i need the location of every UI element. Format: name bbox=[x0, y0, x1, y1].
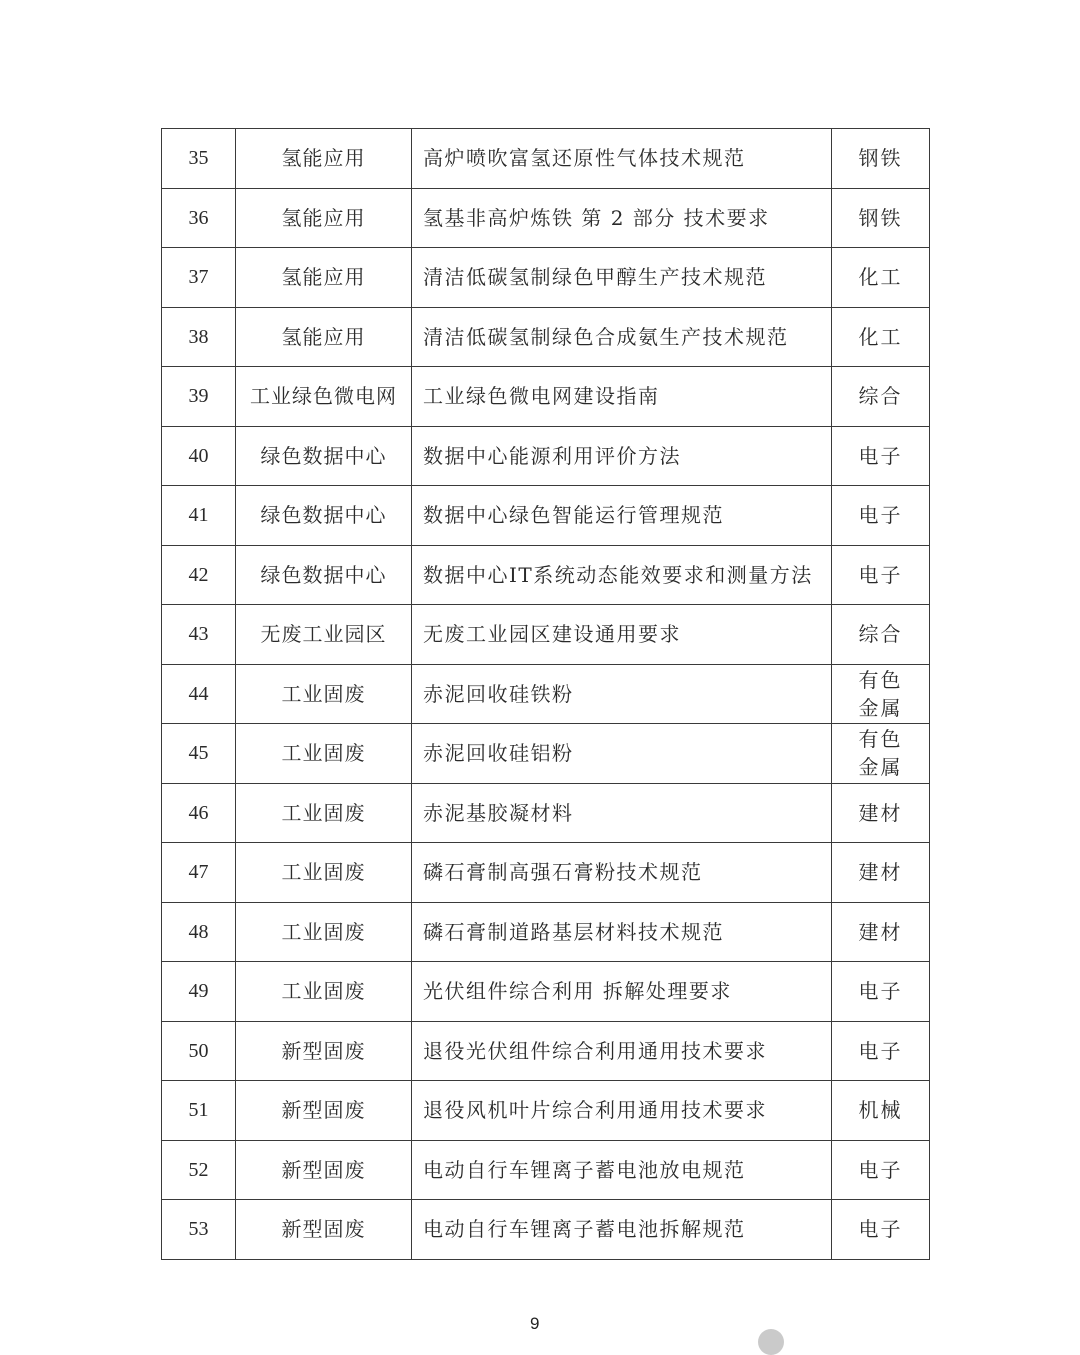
industry-label: 化工 bbox=[858, 324, 903, 349]
industry-cell bbox=[832, 724, 930, 784]
industry-cell bbox=[832, 605, 930, 665]
page-number: 9 bbox=[530, 1314, 540, 1333]
industry-cell bbox=[832, 129, 930, 189]
table-row bbox=[162, 248, 930, 308]
row-number-cell: 48 bbox=[162, 902, 236, 962]
table-row bbox=[162, 188, 930, 248]
industry-label: 机械 bbox=[858, 1098, 903, 1123]
table-row bbox=[162, 902, 930, 962]
industry-cell bbox=[832, 962, 930, 1022]
industry-cell bbox=[832, 843, 930, 903]
table-row bbox=[162, 545, 930, 605]
industry-label: 钢铁 bbox=[858, 146, 903, 171]
standard-name-cell: 数据中心绿色智能运行管理规范 bbox=[412, 486, 832, 546]
watermark bbox=[758, 1332, 798, 1352]
industry-label: 有色金属 bbox=[858, 667, 903, 720]
row-number-cell: 44 bbox=[162, 664, 236, 724]
standard-name-cell: 电动自行车锂离子蓄电池拆解规范 bbox=[412, 1200, 832, 1260]
row-number-cell: 49 bbox=[162, 962, 236, 1022]
watermark-logo-icon bbox=[758, 1329, 784, 1355]
table-row bbox=[162, 605, 930, 665]
row-number-cell: 40 bbox=[162, 426, 236, 486]
industry-cell bbox=[832, 545, 930, 605]
category-cell: 新型固废 bbox=[236, 1021, 412, 1081]
row-number-cell: 36 bbox=[162, 188, 236, 248]
row-number-cell: 45 bbox=[162, 724, 236, 784]
table-row bbox=[162, 783, 930, 843]
row-number-cell: 50 bbox=[162, 1021, 236, 1081]
table-row bbox=[162, 843, 930, 903]
table-row bbox=[162, 129, 930, 189]
standards-table bbox=[161, 128, 930, 1260]
category-cell: 工业固废 bbox=[236, 724, 412, 784]
standard-name-cell: 工业绿色微电网建设指南 bbox=[412, 367, 832, 427]
industry-cell bbox=[832, 902, 930, 962]
standard-name-cell: 清洁低碳氢制绿色合成氨生产技术规范 bbox=[412, 307, 832, 367]
category-cell: 氢能应用 bbox=[236, 188, 412, 248]
table-row bbox=[162, 1200, 930, 1260]
table-row bbox=[162, 367, 930, 427]
category-cell: 工业绿色微电网 bbox=[236, 367, 412, 427]
industry-cell bbox=[832, 1140, 930, 1200]
standard-name-cell: 氢基非高炉炼铁 第 2 部分 技术要求 bbox=[412, 188, 832, 248]
category-cell: 绿色数据中心 bbox=[236, 426, 412, 486]
row-number-cell: 35 bbox=[162, 129, 236, 189]
industry-label: 电子 bbox=[858, 1157, 903, 1182]
category-cell: 氢能应用 bbox=[236, 307, 412, 367]
category-cell: 新型固废 bbox=[236, 1140, 412, 1200]
industry-cell bbox=[832, 486, 930, 546]
industry-cell bbox=[832, 307, 930, 367]
standard-name-cell: 退役光伏组件综合利用通用技术要求 bbox=[412, 1021, 832, 1081]
row-number-cell: 39 bbox=[162, 367, 236, 427]
row-number-cell: 46 bbox=[162, 783, 236, 843]
industry-label: 钢铁 bbox=[858, 205, 903, 230]
industry-label: 电子 bbox=[858, 562, 903, 587]
category-cell: 氢能应用 bbox=[236, 248, 412, 308]
standard-name-cell: 磷石膏制道路基层材料技术规范 bbox=[412, 902, 832, 962]
industry-label: 电子 bbox=[858, 503, 903, 528]
category-cell: 工业固废 bbox=[236, 783, 412, 843]
row-number-cell: 52 bbox=[162, 1140, 236, 1200]
category-cell: 工业固废 bbox=[236, 902, 412, 962]
standard-name-cell: 光伏组件综合利用 拆解处理要求 bbox=[412, 962, 832, 1022]
category-cell: 新型固废 bbox=[236, 1081, 412, 1141]
industry-label: 有色金属 bbox=[858, 727, 903, 780]
industry-label: 综合 bbox=[858, 622, 903, 647]
standard-name-cell: 赤泥回收硅铝粉 bbox=[412, 724, 832, 784]
row-number-cell: 42 bbox=[162, 545, 236, 605]
standard-name-cell: 数据中心能源利用评价方法 bbox=[412, 426, 832, 486]
standard-name-cell: 赤泥回收硅铁粉 bbox=[412, 664, 832, 724]
industry-label: 化工 bbox=[858, 265, 903, 290]
category-cell: 无废工业园区 bbox=[236, 605, 412, 665]
category-cell: 工业固废 bbox=[236, 843, 412, 903]
industry-cell bbox=[832, 188, 930, 248]
industry-label: 电子 bbox=[858, 1217, 903, 1242]
standard-name-cell: 磷石膏制高强石膏粉技术规范 bbox=[412, 843, 832, 903]
category-cell: 绿色数据中心 bbox=[236, 486, 412, 546]
table-row bbox=[162, 1081, 930, 1141]
row-number-cell: 51 bbox=[162, 1081, 236, 1141]
row-number-cell: 41 bbox=[162, 486, 236, 546]
industry-cell bbox=[832, 1021, 930, 1081]
industry-label: 电子 bbox=[858, 443, 903, 468]
category-cell: 工业固废 bbox=[236, 962, 412, 1022]
standard-name-cell: 电动自行车锂离子蓄电池放电规范 bbox=[412, 1140, 832, 1200]
row-number-cell: 47 bbox=[162, 843, 236, 903]
row-number-cell: 37 bbox=[162, 248, 236, 308]
table-row bbox=[162, 1140, 930, 1200]
industry-cell bbox=[832, 1200, 930, 1260]
standards-table-body bbox=[162, 129, 930, 1260]
table-row bbox=[162, 486, 930, 546]
category-cell: 工业固废 bbox=[236, 664, 412, 724]
table-row bbox=[162, 426, 930, 486]
industry-label: 电子 bbox=[858, 979, 903, 1004]
industry-cell bbox=[832, 783, 930, 843]
category-cell: 绿色数据中心 bbox=[236, 545, 412, 605]
category-cell: 氢能应用 bbox=[236, 129, 412, 189]
industry-label: 建材 bbox=[858, 919, 903, 944]
row-number-cell: 43 bbox=[162, 605, 236, 665]
standard-name-cell: 高炉喷吹富氢还原性气体技术规范 bbox=[412, 129, 832, 189]
standard-name-cell: 无废工业园区建设通用要求 bbox=[412, 605, 832, 665]
standard-name-cell: 赤泥基胶凝材料 bbox=[412, 783, 832, 843]
industry-cell bbox=[832, 367, 930, 427]
table-row bbox=[162, 307, 930, 367]
industry-label: 电子 bbox=[858, 1038, 903, 1063]
table-row bbox=[162, 664, 930, 724]
category-cell: 新型固废 bbox=[236, 1200, 412, 1260]
standard-name-cell: 退役风机叶片综合利用通用技术要求 bbox=[412, 1081, 832, 1141]
row-number-cell: 38 bbox=[162, 307, 236, 367]
table-row bbox=[162, 1021, 930, 1081]
row-number-cell: 53 bbox=[162, 1200, 236, 1260]
industry-label: 综合 bbox=[858, 384, 903, 409]
table-row bbox=[162, 962, 930, 1022]
standard-name-cell: 数据中心IT系统动态能效要求和测量方法 bbox=[412, 545, 832, 605]
standard-name-cell: 清洁低碳氢制绿色甲醇生产技术规范 bbox=[412, 248, 832, 308]
industry-label: 建材 bbox=[858, 800, 903, 825]
industry-label: 建材 bbox=[858, 860, 903, 885]
industry-cell bbox=[832, 1081, 930, 1141]
table-row bbox=[162, 724, 930, 784]
industry-cell bbox=[832, 248, 930, 308]
industry-cell bbox=[832, 426, 930, 486]
industry-cell bbox=[832, 664, 930, 724]
